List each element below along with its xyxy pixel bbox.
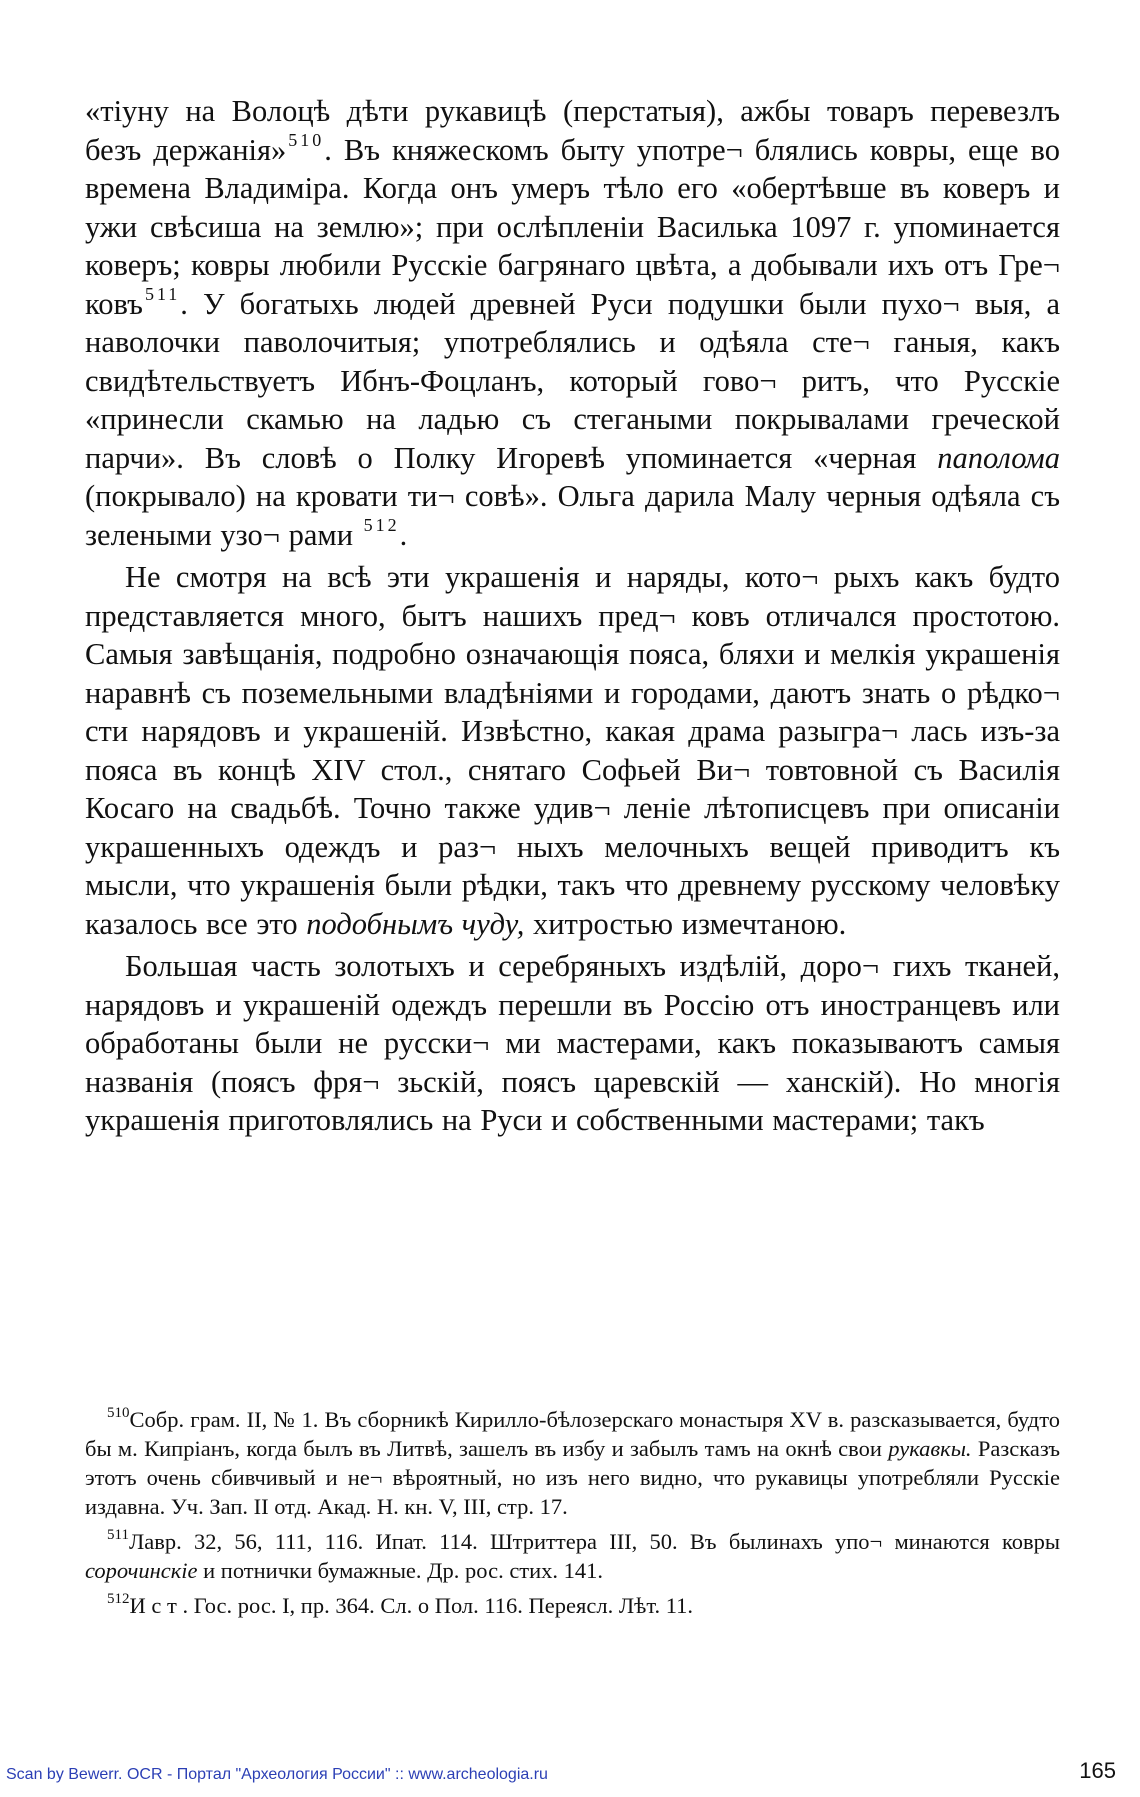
footnote-512-text-1: И с т . Гос. рос. I, пр. 364. Сл. о Пол. 116. Переясл. Лѣт. 11. xyxy=(129,1593,693,1618)
paragraph-1-text-4: (покрывало) на кровати ти¬ совѣ». Ольга дарила Малу черныя одѣяла съ зелеными узо¬ рами xyxy=(85,479,1060,552)
scan-credit-link[interactable]: Scan by Bewerr. OCR - Портал "Археология России" :: www.archeologia.ru xyxy=(6,1766,548,1783)
paragraph-2 xyxy=(85,558,1060,943)
paragraph-1-text-3: . У богатыхь людей древней Руси подушки были пухо¬ выя, а наволочки паволочитыя; употреблялись и одѣяла сте¬ ганыя, какъ свидѣтельствуетъ Ибнъ-Фоцланъ, который гово¬ ритъ, что Русскіе «принесли скамью на ладью съ стегаными покрывалами греческой парчи». Въ словѣ о Полку Игоревѣ упоминается «черная xyxy=(85,286,1060,475)
footnote-510-emphasis: рукавкы. xyxy=(888,1436,972,1461)
footnote-510-text-1: Собр. грам. II, № 1. Въ сборникѣ Кирилло-бѣлозерскаго монастыря XV в. разсказывается, будто бы м. Кипріанъ, когда былъ въ Литвѣ, зашелъ въ избу и забылъ тамъ на окнѣ свои xyxy=(85,1407,1060,1461)
page-body xyxy=(85,92,1060,1140)
footnote-ref-511[interactable]: 511 xyxy=(144,283,181,304)
footnote-512 xyxy=(85,1591,1060,1620)
paragraph-3 xyxy=(85,947,1060,1140)
paragraph-3-text-1: Большая часть золотыхъ и серебряныхъ издѣлій, доро¬ гихъ тканей, нарядовъ и украшеній одеждъ перешли въ Россію отъ иностранцевъ или обработаны были не русски¬ ми мастерами, какъ показываютъ самыя названія (поясъ фря¬ зьскій, поясъ царевскій — ханскій). Но многія украшенія приготовлялись на Руси и собственными мастерами; такъ xyxy=(85,949,1060,1137)
page-number: 165 xyxy=(1079,1758,1116,1783)
footnote-511-text-1: Лавр. 32, 56, 111, 116. Ипат. 114. Штриттера III, 50. Въ былинахъ упо¬ минаются ковры xyxy=(128,1529,1060,1554)
footnote-510 xyxy=(85,1405,1060,1521)
page-footer xyxy=(6,1758,1134,1788)
footnote-511 xyxy=(85,1527,1060,1585)
footnote-510-text-2: Разсказъ этотъ очень сбивчивый и не¬ вѣроятный, но изъ него видно, что рукавицы употребляли Русскіе издавна. Уч. Зап. II отд. Акад. Н. кн. V, III, стр. 17. xyxy=(85,1436,1061,1519)
paragraph-2-text-2: хитростью измечтаною. xyxy=(524,906,847,941)
footnote-511-number: 511 xyxy=(107,1527,129,1543)
paragraph-1-text-2: . Въ княжескомъ быту употре¬ блялись ковры, еще во времена Владиміра. Когда онъ умеръ тѣло его «обертѣвше въ коверъ и ужи свѣсиша на землю»; при ослѣпленіи Василька 1097 г. упоминается коверъ; ковры любили Русскіе багрянаго цвѣта, а добывали ихъ отъ Гре¬ ковъ xyxy=(85,132,1060,321)
paragraph-1-text-5: . xyxy=(399,517,408,552)
paragraph-2-text-1: Не смотря на всѣ эти украшенія и наряды, кото¬ рыхъ какъ будто представляется много, бытъ нашихъ пред¬ ковъ отличался простотою. Самыя завѣщанія, подробно означающія пояса, бляхи и мелкія украшенія наравнѣ съ поземельными владѣніями и городами, даютъ знать о рѣдко¬ сти нарядовъ и украшеній. Извѣстно, какая драма разыгра¬ лась изъ-за пояса въ концѣ XIV стол., снятаго Софьей Ви¬ товтовной съ Василія Косаго на свадьбѣ. Точно также удив¬ леніе лѣтописцевъ при описаніи украшенныхъ одеждъ и раз¬ ныхъ мелочныхъ вещей приводитъ къ мысли, что украшенія были рѣдки, такъ что древнему русскому человѣку казалось все это xyxy=(85,560,1060,941)
paragraph-1 xyxy=(85,92,1060,554)
paragraph-2-emphasis: подобнымъ чуду, xyxy=(306,906,525,941)
footnote-512-number: 512 xyxy=(107,1591,130,1607)
footnote-511-emphasis: сорочинскіе xyxy=(85,1558,198,1583)
paragraph-1-emphasis: паполома xyxy=(937,440,1060,475)
footnotes xyxy=(85,1405,1060,1626)
footnote-510-number: 510 xyxy=(107,1405,130,1421)
footnote-ref-512[interactable]: 512 xyxy=(363,514,400,535)
paragraph-1-text-1: «тіуну на Волоцѣ дѣти рукавицѣ (перстатыя), ажбы товаръ перевезлъ безъ держанія» xyxy=(85,94,1060,167)
footnote-511-text-2: и потнички бумажные. Др. рос. стих. 141. xyxy=(197,1558,604,1583)
footnote-ref-510[interactable]: 510 xyxy=(288,129,325,150)
